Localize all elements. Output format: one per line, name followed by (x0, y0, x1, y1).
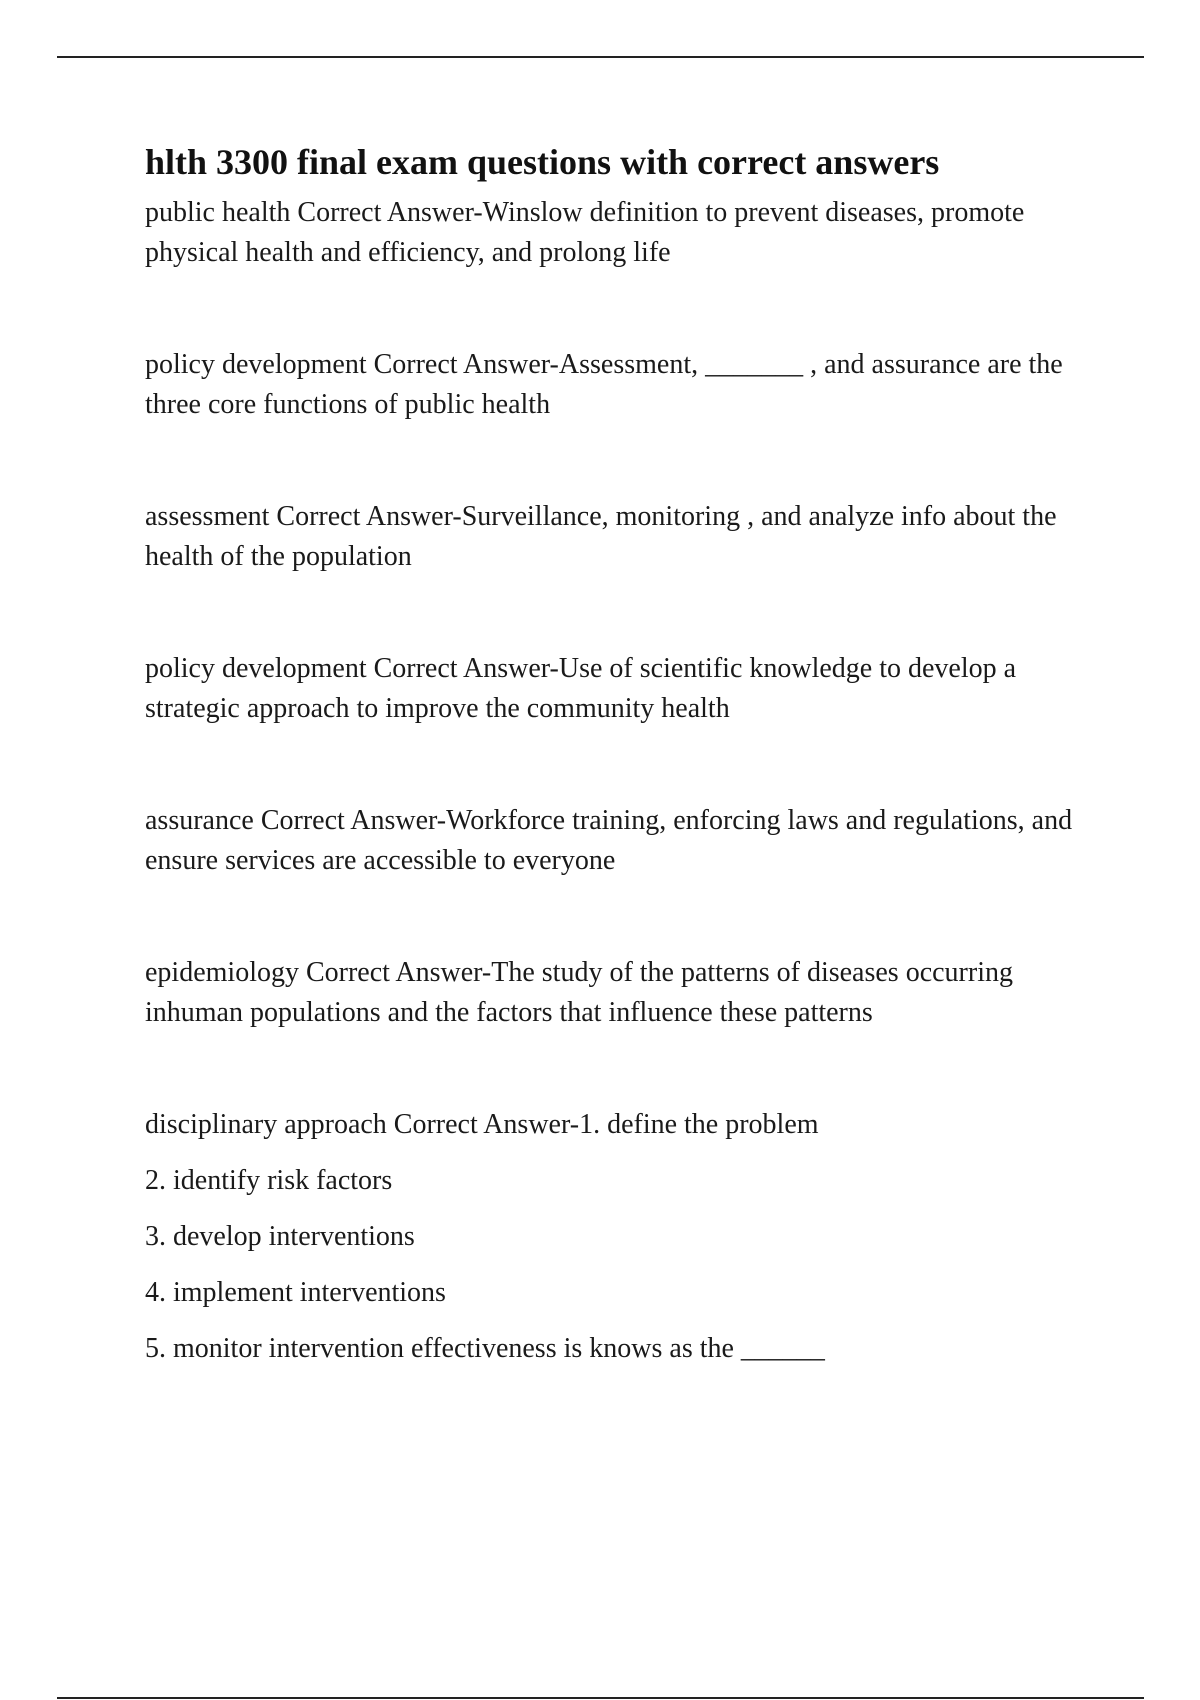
document-title: hlth 3300 final exam questions with correct answers (145, 142, 940, 182)
step-line: 5. monitor intervention effectiveness is knows as the ______ (145, 1333, 825, 1364)
qa-entry-steps (145, 1105, 1105, 1369)
step-line: 2. identify risk factors (145, 1165, 393, 1196)
qa-entry: assessment Correct Answer-Surveillance, monitoring , and analyze info about the health of the population (145, 501, 1057, 572)
step-line: 4. implement interventions (145, 1277, 446, 1308)
document-body (145, 140, 1105, 1369)
qa-entry: policy development Correct Answer-Use of scientific knowledge to develop a strategic approach to improve the community health (145, 653, 1017, 724)
bottom-rule (57, 1697, 1144, 1699)
qa-entry: assurance Correct Answer-Workforce training, enforcing laws and regulations, and ensure services are accessible to everyone (145, 805, 1073, 876)
top-rule (57, 56, 1144, 58)
qa-entry: epidemiology Correct Answer-The study of the patterns of diseases occurring inhuman populations and the factors that influence these patterns (145, 957, 1013, 1028)
qa-entry: policy development Correct Answer-Assessment, _______ , and assurance are the three core functions of public health (145, 349, 1063, 420)
qa-entry: public health Correct Answer-Winslow definition to prevent diseases, promote physical health and efficiency, and prolong life (145, 197, 1025, 268)
step-line: disciplinary approach Correct Answer-1. define the problem (145, 1109, 819, 1140)
step-line: 3. develop interventions (145, 1221, 415, 1252)
